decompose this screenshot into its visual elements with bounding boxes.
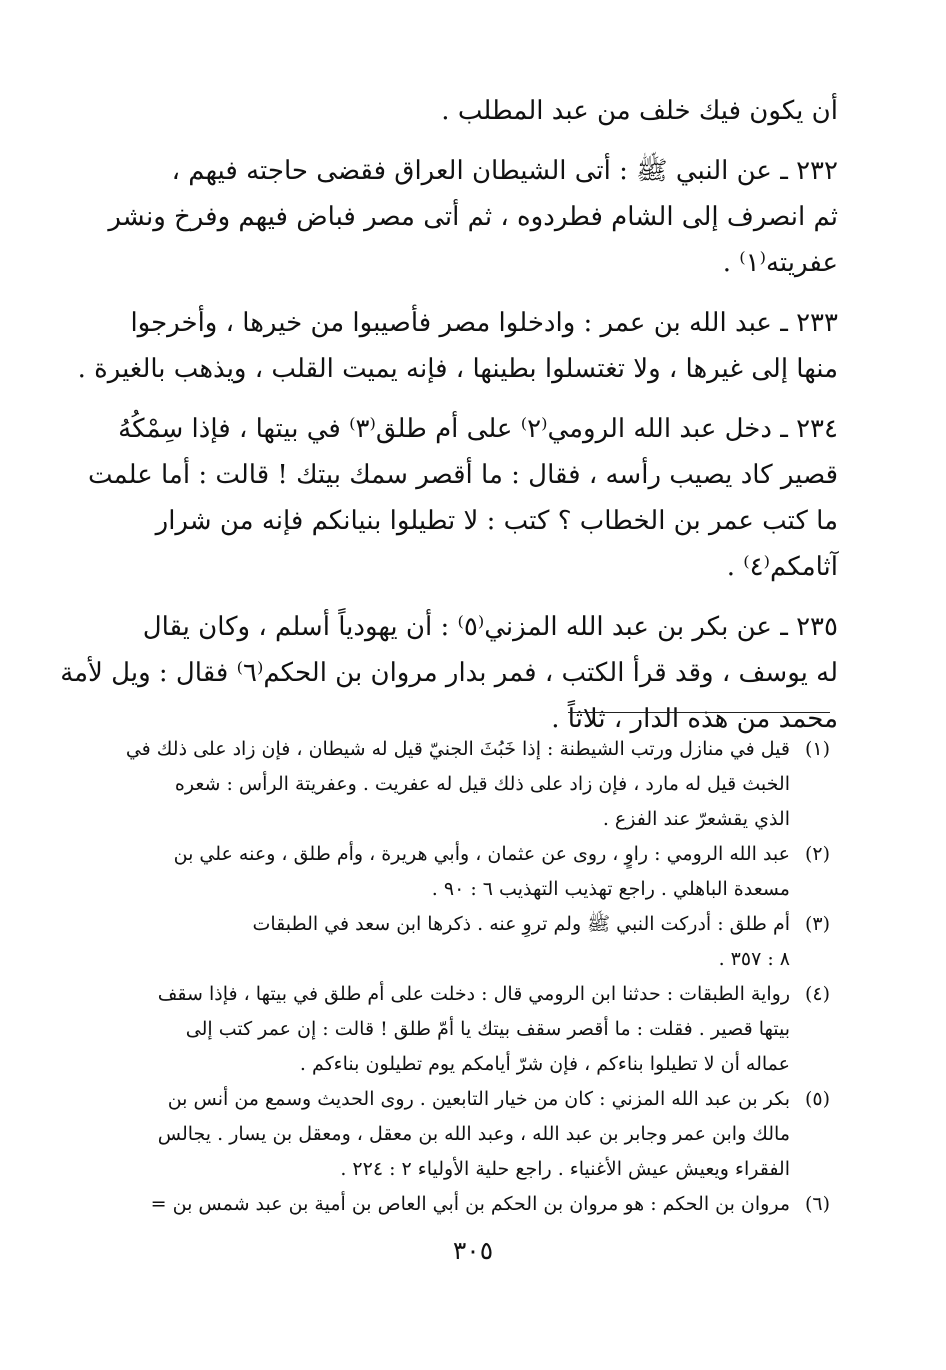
footnote-number: (٥) bbox=[804, 1088, 830, 1110]
footnote-1 bbox=[125, 732, 830, 837]
text-line: محمد من هذه الدار ، ثلاثاً . bbox=[551, 704, 838, 734]
footnote-line: أم طلق : أدركت النبي ﷺ ولم تروِ عنه . ذكرها ابن سعد في الطبقات bbox=[252, 913, 790, 935]
text-line: عفريته⁽١⁾ . bbox=[722, 248, 838, 278]
footnote-4 bbox=[130, 977, 830, 1082]
footnote-line: الفقراء ويعيش عيش الأغنياء . راجع حلية الأولياء ٢ : ٢٢٤ . bbox=[340, 1158, 790, 1180]
paragraph-233 bbox=[77, 300, 838, 392]
text-line: منها إلى غيرها ، ولا تغتسلوا بطينها ، فإنه يميت القلب ، ويذهب بالغيرة . bbox=[77, 354, 838, 384]
text-line: قصير كاد يصيب رأسه ، فقال : ما أقصر سمك بيتك ! قالت : أما علمت bbox=[88, 460, 838, 490]
footnote-number: (٢) bbox=[804, 843, 830, 865]
footnote-line: عماله أن لا تطيلوا بناءكم ، فإن شرّ أيامكم يوم تطيلون بناءكم . bbox=[299, 1053, 790, 1075]
paragraph-235 bbox=[60, 604, 838, 742]
footnote-3 bbox=[130, 907, 830, 977]
footnote-line: ٨ : ٣٥٧ . bbox=[718, 948, 790, 970]
footnote-line: بكر بن عبد الله المزني : كان من خيار التابعين . روى الحديث وسمع من أنس بن bbox=[167, 1088, 790, 1110]
footnote-number: (٣) bbox=[804, 913, 830, 935]
footnote-divider bbox=[568, 712, 830, 713]
text-line: آثامكم⁽٤⁾ . bbox=[726, 552, 838, 582]
footnote-line: عبد الله الرومي : راوٍ ، روى عن عثمان ، وأبي هريرة ، وأم طلق ، وعنه علي بن bbox=[173, 843, 790, 865]
text-line: ثم انصرف إلى الشام فطردوه ، ثم أتى مصر فباض فيهم وفرخ ونشر bbox=[108, 202, 838, 232]
footnote-number: (٦) bbox=[804, 1193, 830, 1215]
footnote-number: (٤) bbox=[804, 983, 830, 1005]
footnote-6 bbox=[130, 1187, 830, 1222]
main-text bbox=[60, 88, 838, 756]
footnotes bbox=[125, 732, 830, 1222]
footnote-5 bbox=[130, 1082, 830, 1187]
footnote-2 bbox=[130, 837, 830, 907]
paragraph-continuation bbox=[132, 88, 838, 134]
text-line: ٢٣٤ ـ دخل عبد الله الرومي⁽٢⁾ على أم طلق⁽٣⁾ في بيتها ، فإذا سِمْكُهُ bbox=[118, 414, 838, 444]
footnote-line: مالك وابن عمر وجابر بن عبد الله ، وعبد الله بن معقل ، ومعقل بن يسار . يجالس bbox=[157, 1123, 790, 1145]
text-line: ٢٣٥ ـ عن بكر بن عبد الله المزني⁽٥⁾ : أن يهودياً أسلم ، وكان يقال bbox=[142, 612, 838, 642]
text-line: ما كتب عمر بن الخطاب ؟ كتب : لا تطيلوا بنيانكم فإنه من شرار bbox=[155, 506, 838, 536]
footnote-line: قيل في منازل ورتب الشيطنة : إذا خَبُثَ الجنيّ قيل له شيطان ، فإن زاد على ذلك في bbox=[125, 738, 790, 760]
footnote-line: رواية الطبقات : حدثنا ابن الرومي قال : دخلت على أم طلق في بيتها ، فإذا سقف bbox=[157, 983, 790, 1005]
footnote-line: مروان بن الحكم : هو مروان بن الحكم بن أبي العاص بن أمية بن عبد شمس بن = bbox=[150, 1193, 790, 1215]
text-line: له يوسف ، وقد قرأ الكتب ، فمر بدار مروان بن الحكم⁽٦⁾ فقال : ويل لأمة bbox=[60, 658, 838, 688]
paragraph-234 bbox=[88, 406, 838, 590]
footnote-line: بيتها قصير . فقلت : ما أقصر سقف بيتك يا أمّ طلق ! قالت : إن عمر كتب إلى bbox=[185, 1018, 790, 1040]
footnote-line: مسعدة الباهلي . راجع تهذيب التهذيب ٦ : ٩٠ . bbox=[431, 878, 790, 900]
page-number: ٣٠٥ bbox=[452, 1236, 494, 1265]
text-line: ٢٣٢ ـ عن النبي ﷺ : أتى الشيطان العراق فقضى حاجته فيهم ، bbox=[171, 156, 838, 186]
text-line: ٢٣٣ ـ عبد الله بن عمر : وادخلوا مصر فأصيبوا من خيرها ، وأخرجوا bbox=[130, 308, 838, 338]
text-line: أن يكون فيك خلف من عبد المطلب . bbox=[441, 96, 838, 126]
footnote-line: الخبث قيل له مارد ، فإن زاد على ذلك قيل له عفريت . وعفريتة الرأس : شعره bbox=[174, 773, 790, 795]
footnote-line: الذي يقشعرّ عند الفزع . bbox=[602, 808, 790, 830]
footnote-number: (١) bbox=[804, 738, 830, 760]
paragraph-232 bbox=[108, 148, 838, 286]
